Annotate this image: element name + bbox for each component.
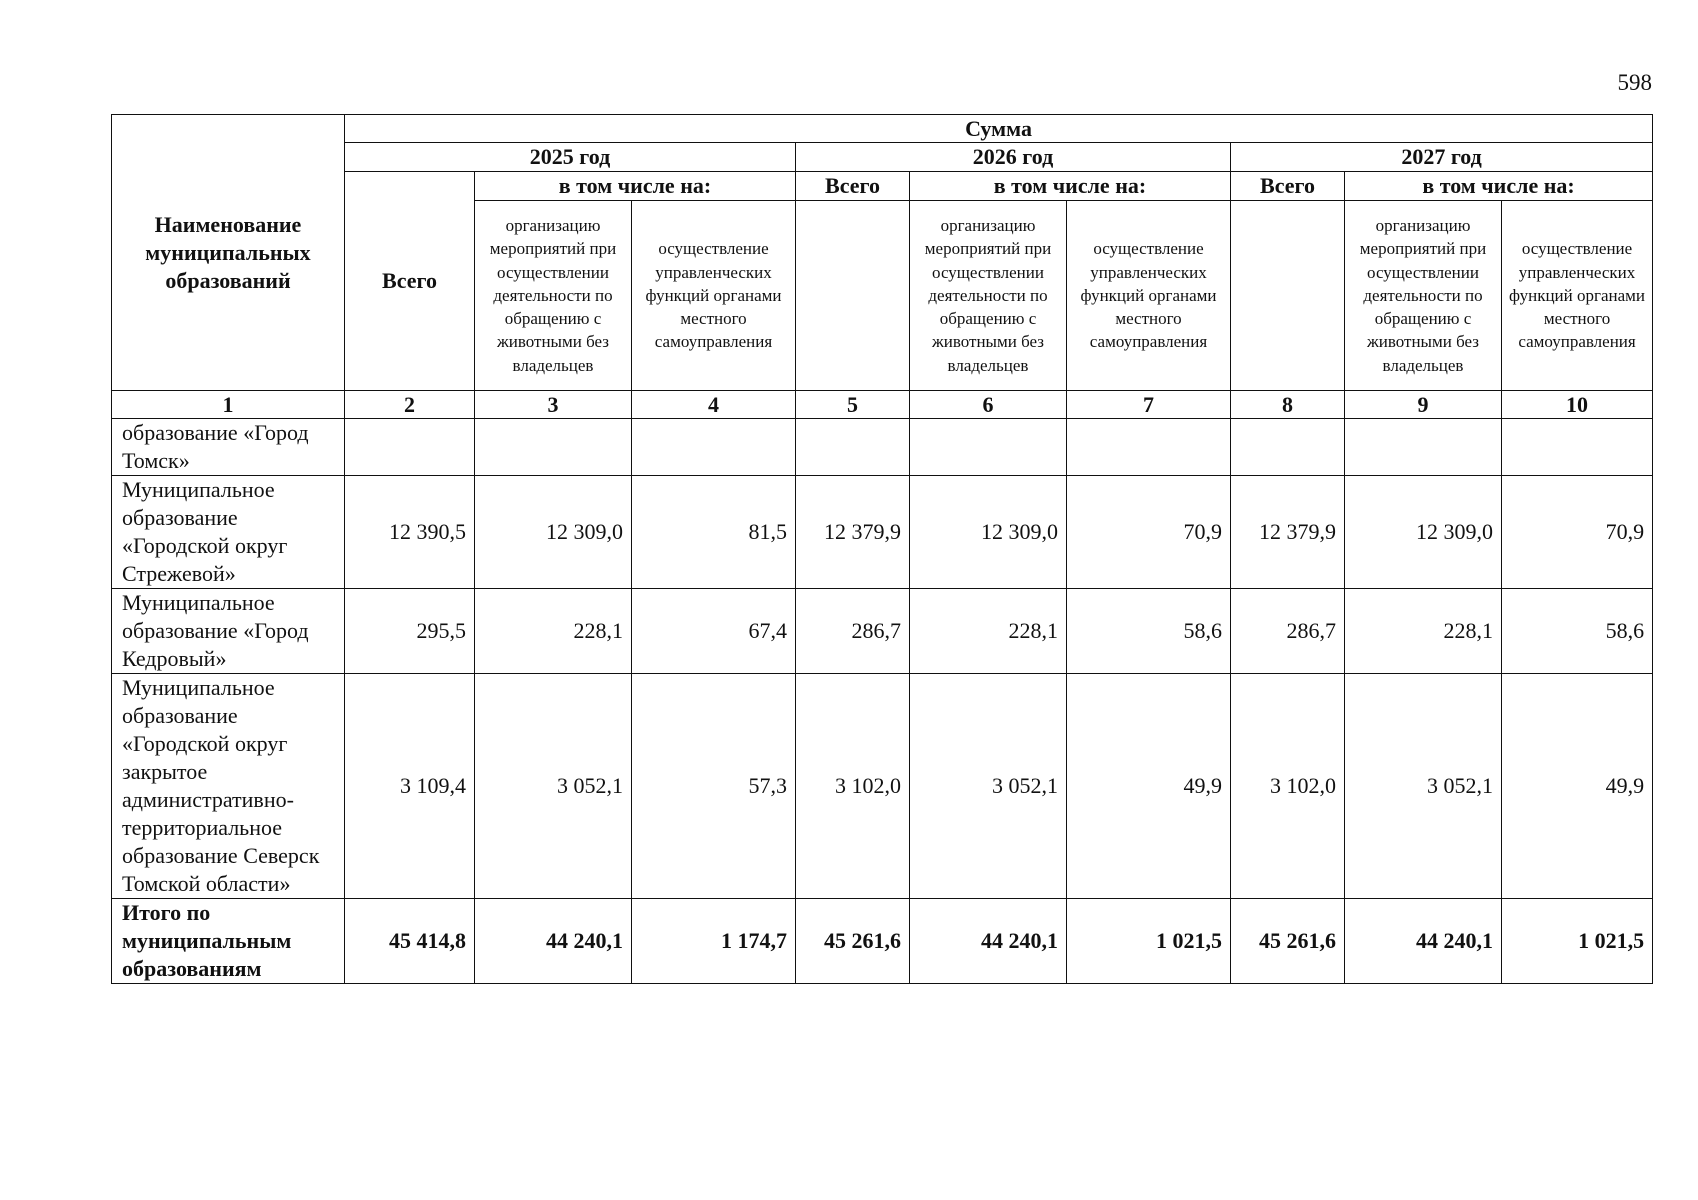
table-row xyxy=(112,589,1653,674)
value-cell xyxy=(1067,419,1231,476)
header-year-2027: 2027 год xyxy=(1231,143,1653,172)
value-cell: 3 102,0 xyxy=(1231,674,1345,899)
value-cell: 12 379,9 xyxy=(796,476,910,589)
value-cell: 12 379,9 xyxy=(1231,476,1345,589)
value-cell xyxy=(796,419,910,476)
value-cell: 228,1 xyxy=(475,589,632,674)
column-number: 7 xyxy=(1067,391,1231,419)
total-value: 44 240,1 xyxy=(475,899,632,984)
table-row xyxy=(112,476,1653,589)
value-cell: 3 109,4 xyxy=(345,674,475,899)
value-cell: 70,9 xyxy=(1502,476,1653,589)
value-cell: 228,1 xyxy=(1345,589,1502,674)
total-label: Итого по муниципальным образованиям xyxy=(112,899,345,984)
value-cell: 58,6 xyxy=(1502,589,1653,674)
total-value: 44 240,1 xyxy=(910,899,1067,984)
value-cell: 228,1 xyxy=(910,589,1067,674)
header-2027-org: организацию мероприятий при осуществлении деятельности по обращению с животными без владельцев xyxy=(1345,201,1502,391)
total-row xyxy=(112,899,1653,984)
column-number: 10 xyxy=(1502,391,1653,419)
header-2025-including: в том числе на: xyxy=(475,172,796,201)
header-2026-total: Всего xyxy=(796,172,910,201)
header-2026-total-blank xyxy=(796,201,910,391)
header-2027-total: Всего xyxy=(1231,172,1345,201)
value-cell: 12 309,0 xyxy=(1345,476,1502,589)
header-2025-mgmt: осуществление управленческих функций органами местного самоуправления xyxy=(632,201,796,391)
header-municipality-name: Наименование муниципальных образований xyxy=(112,115,345,391)
header-year-2025: 2025 год xyxy=(345,143,796,172)
value-cell: 67,4 xyxy=(632,589,796,674)
total-value: 45 414,8 xyxy=(345,899,475,984)
value-cell xyxy=(1345,419,1502,476)
column-number: 3 xyxy=(475,391,632,419)
column-number: 4 xyxy=(632,391,796,419)
municipality-name: образование «Город Томск» xyxy=(112,419,345,476)
value-cell: 286,7 xyxy=(796,589,910,674)
municipality-name: Муниципальное образование «Городской округ закрытое административно-территориальное образование Северск Томской области» xyxy=(112,674,345,899)
value-cell: 58,6 xyxy=(1067,589,1231,674)
municipality-name: Муниципальное образование «Городской округ Стрежевой» xyxy=(112,476,345,589)
value-cell xyxy=(1502,419,1653,476)
value-cell: 12 309,0 xyxy=(910,476,1067,589)
page-number: 598 xyxy=(1617,70,1652,95)
column-number: 9 xyxy=(1345,391,1502,419)
value-cell: 3 102,0 xyxy=(796,674,910,899)
column-number: 6 xyxy=(910,391,1067,419)
value-cell: 295,5 xyxy=(345,589,475,674)
header-2026-org: организацию мероприятий при осуществлении деятельности по обращению с животными без владельцев xyxy=(910,201,1067,391)
header-sum: Сумма xyxy=(345,115,1653,143)
column-number: 2 xyxy=(345,391,475,419)
header-2026-including: в том числе на: xyxy=(910,172,1231,201)
value-cell: 3 052,1 xyxy=(910,674,1067,899)
column-number: 1 xyxy=(112,391,345,419)
value-cell xyxy=(345,419,475,476)
value-cell: 70,9 xyxy=(1067,476,1231,589)
total-value: 1 174,7 xyxy=(632,899,796,984)
table-row xyxy=(112,419,1653,476)
value-cell xyxy=(475,419,632,476)
header-2027-mgmt: осуществление управленческих функций органами местного самоуправления xyxy=(1502,201,1653,391)
header-year-2026: 2026 год xyxy=(796,143,1231,172)
total-value: 44 240,1 xyxy=(1345,899,1502,984)
value-cell: 12 309,0 xyxy=(475,476,632,589)
budget-table xyxy=(111,114,1653,984)
municipality-name: Муниципальное образование «Город Кедровый» xyxy=(112,589,345,674)
value-cell xyxy=(910,419,1067,476)
value-cell: 81,5 xyxy=(632,476,796,589)
header-2027-including: в том числе на: xyxy=(1345,172,1653,201)
value-cell: 12 390,5 xyxy=(345,476,475,589)
total-value: 1 021,5 xyxy=(1502,899,1653,984)
column-number: 8 xyxy=(1231,391,1345,419)
table-row xyxy=(112,674,1653,899)
value-cell: 49,9 xyxy=(1067,674,1231,899)
value-cell xyxy=(632,419,796,476)
column-number: 5 xyxy=(796,391,910,419)
header-2025-org: организацию мероприятий при осуществлении деятельности по обращению с животными без владельцев xyxy=(475,201,632,391)
value-cell: 3 052,1 xyxy=(1345,674,1502,899)
value-cell xyxy=(1231,419,1345,476)
total-value: 1 021,5 xyxy=(1067,899,1231,984)
header-2027-total-blank xyxy=(1231,201,1345,391)
total-value: 45 261,6 xyxy=(796,899,910,984)
total-value: 45 261,6 xyxy=(1231,899,1345,984)
value-cell: 286,7 xyxy=(1231,589,1345,674)
column-number-row xyxy=(112,391,1653,419)
header-2026-mgmt: осуществление управленческих функций органами местного самоуправления xyxy=(1067,201,1231,391)
header-2025-total: Всего xyxy=(345,172,475,391)
value-cell: 57,3 xyxy=(632,674,796,899)
value-cell: 3 052,1 xyxy=(475,674,632,899)
value-cell: 49,9 xyxy=(1502,674,1653,899)
